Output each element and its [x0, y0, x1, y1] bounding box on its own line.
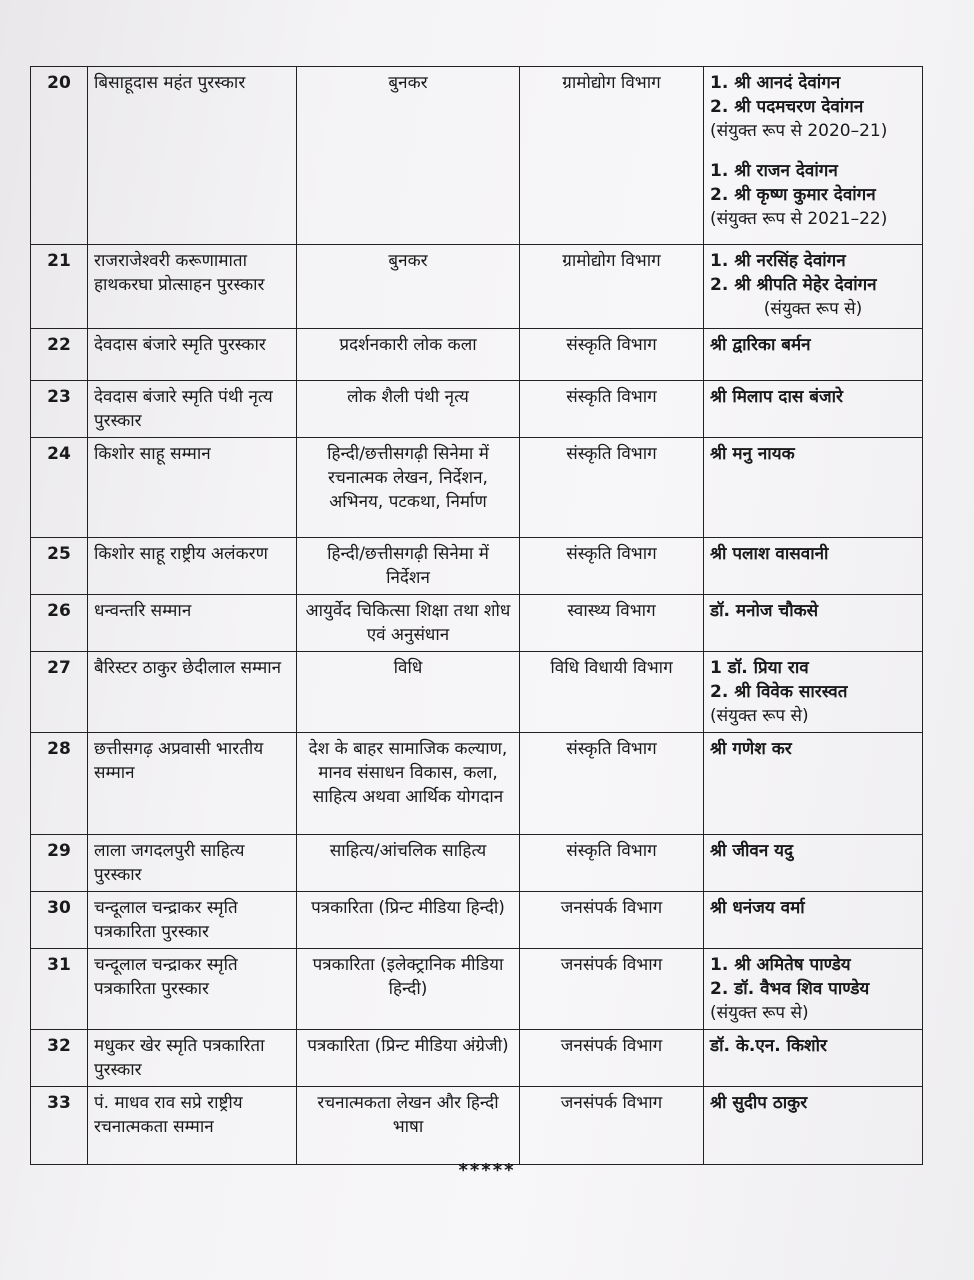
table-row: [31, 652, 923, 733]
department: संस्कृति विभाग: [520, 538, 704, 595]
award-name: देवदास बंजारे स्मृति पुरस्कार: [88, 329, 297, 381]
recipients: [704, 67, 923, 245]
award-name: चन्दूलाल चन्द्राकर स्मृति पत्रकारिता पुरस्कार: [88, 892, 297, 949]
department: ग्रामोद्योग विभाग: [520, 245, 704, 329]
recipient-line: 1 डॉ. प्रिया राव: [710, 658, 809, 678]
award-field: हिन्दी/छत्तीसगढ़ी सिनेमा में रचनात्मक लेखन, निर्देशन, अभिनय, पटकथा, निर्माण: [297, 438, 520, 538]
department: संस्कृति विभाग: [520, 438, 704, 538]
award-field: साहित्य/आंचलिक साहित्य: [297, 835, 520, 892]
table-row: [31, 835, 923, 892]
department: संस्कृति विभाग: [520, 835, 704, 892]
award-name: छत्तीसगढ़ अप्रवासी भारतीय सम्मान: [88, 733, 297, 835]
serial-number: 21: [31, 245, 88, 329]
serial-number: 27: [31, 652, 88, 733]
recipient-line: श्री द्वारिका बर्मन: [710, 335, 811, 355]
serial-number: 30: [31, 892, 88, 949]
recipient-line: 2. श्री पदमचरण देवांगन: [710, 97, 864, 117]
table-row: [31, 538, 923, 595]
recipient-line: 1. श्री राजन देवांगन: [710, 161, 838, 181]
joint-note: (संयुक्त रूप से): [710, 706, 809, 726]
recipients: [704, 949, 923, 1030]
award-name: देवदास बंजारे स्मृति पंथी नृत्य पुरस्कार: [88, 381, 297, 438]
joint-note: (संयुक्त रूप से): [710, 1003, 809, 1023]
serial-number: 31: [31, 949, 88, 1030]
award-field: पत्रकारिता (प्रिन्ट मीडिया अंग्रेजी): [297, 1030, 520, 1087]
award-field: हिन्दी/छत्तीसगढ़ी सिनेमा में निर्देशन: [297, 538, 520, 595]
award-name: चन्दूलाल चन्द्राकर स्मृति पत्रकारिता पुरस्कार: [88, 949, 297, 1030]
serial-number: 24: [31, 438, 88, 538]
joint-note: (संयुक्त रूप से 2021–22): [710, 209, 888, 229]
awards-table: [30, 66, 923, 1165]
serial-number: 28: [31, 733, 88, 835]
serial-number: 33: [31, 1087, 88, 1165]
department: स्वास्थ्य विभाग: [520, 595, 704, 652]
award-name: धन्वन्तरि सम्मान: [88, 595, 297, 652]
recipient-line: श्री पलाश वासवानी: [710, 544, 829, 564]
recipient-line: 2. श्री विवेक सारस्वत: [710, 682, 848, 702]
table-row: [31, 381, 923, 438]
recipients: [704, 438, 923, 538]
award-name: राजराजेश्वरी करूणामाता हाथकरघा प्रोत्साहन पुरस्कार: [88, 245, 297, 329]
table-row: [31, 438, 923, 538]
table-row: [31, 892, 923, 949]
recipient-line: 1. श्री नरसिंह देवांगन: [710, 251, 846, 271]
recipient-line: श्री सुदीप ठाकुर: [710, 1093, 808, 1113]
award-field: देश के बाहर सामाजिक कल्याण, मानव संसाधन विकास, कला, साहित्य अथवा आर्थिक योगदान: [297, 733, 520, 835]
department: संस्कृति विभाग: [520, 381, 704, 438]
joint-note: (संयुक्त रूप से 2020–21): [710, 121, 888, 141]
recipients: [704, 329, 923, 381]
award-field: लोक शैली पंथी नृत्य: [297, 381, 520, 438]
recipient-line: श्री गणेश कर: [710, 739, 792, 759]
serial-number: 25: [31, 538, 88, 595]
award-name: किशोर साहू राष्ट्रीय अलंकरण: [88, 538, 297, 595]
department: जनसंपर्क विभाग: [520, 949, 704, 1030]
serial-number: 22: [31, 329, 88, 381]
award-field: रचनात्मकता लेखन और हिन्दी भाषा: [297, 1087, 520, 1165]
recipient-line: श्री मिलाप दास बंजारे: [710, 387, 843, 407]
serial-number: 23: [31, 381, 88, 438]
recipients: [704, 381, 923, 438]
recipients: [704, 835, 923, 892]
award-name: मधुकर खेर स्मृति पत्रकारिता पुरस्कार: [88, 1030, 297, 1087]
serial-number: 32: [31, 1030, 88, 1087]
serial-number: 20: [31, 67, 88, 245]
department: ग्रामोद्योग विभाग: [520, 67, 704, 245]
award-field: प्रदर्शनकारी लोक कला: [297, 329, 520, 381]
award-field: पत्रकारिता (इलेक्ट्रानिक मीडिया हिन्दी): [297, 949, 520, 1030]
department: संस्कृति विभाग: [520, 733, 704, 835]
recipients: [704, 538, 923, 595]
award-field: बुनकर: [297, 245, 520, 329]
recipient-line: डॉ. के.एन. किशोर: [710, 1036, 827, 1056]
joint-note: (संयुक्त रूप से): [763, 299, 863, 319]
table-row: [31, 1030, 923, 1087]
table-row: [31, 245, 923, 329]
award-name: लाला जगदलपुरी साहित्य पुरस्कार: [88, 835, 297, 892]
table-row: [31, 1087, 923, 1165]
recipient-line: 2. श्री श्रीपति मेहेर देवांगन: [710, 275, 877, 295]
recipient-line: श्री धनंजय वर्मा: [710, 898, 805, 918]
recipient-line: 1. श्री आनदं देवांगन: [710, 73, 841, 93]
table-row: [31, 733, 923, 835]
table-row: [31, 329, 923, 381]
recipients: [704, 1030, 923, 1087]
recipients: [704, 733, 923, 835]
award-name: पं. माधव राव सप्रे राष्ट्रीय रचनात्मकता सम्मान: [88, 1087, 297, 1165]
recipients: [704, 652, 923, 733]
recipient-line: श्री मनु नायक: [710, 444, 795, 464]
table-row: [31, 67, 923, 245]
recipient-line: 2. डॉ. वैभव शिव पाण्डेय: [710, 979, 870, 999]
recipient-line: डॉ. मनोज चौकसे: [710, 601, 819, 621]
award-name: बैरिस्टर ठाकुर छेदीलाल सम्मान: [88, 652, 297, 733]
table-row: [31, 949, 923, 1030]
department: विधि विधायी विभाग: [520, 652, 704, 733]
recipients: [704, 595, 923, 652]
award-field: बुनकर: [297, 67, 520, 245]
recipients: [704, 245, 923, 329]
recipients: [704, 1087, 923, 1165]
department: संस्कृति विभाग: [520, 329, 704, 381]
table-row: [31, 595, 923, 652]
recipient-line: 1. श्री अमितेष पाण्डेय: [710, 955, 851, 975]
recipient-line: 2. श्री कृष्ण कुमार देवांगन: [710, 185, 876, 205]
award-field: आयुर्वेद चिकित्सा शिक्षा तथा शोध एवं अनुसंधान: [297, 595, 520, 652]
end-marker: *****: [458, 1160, 516, 1181]
award-name: किशोर साहू सम्मान: [88, 438, 297, 538]
award-name: बिसाहूदास महंत पुरस्कार: [88, 67, 297, 245]
award-field: पत्रकारिता (प्रिन्ट मीडिया हिन्दी): [297, 892, 520, 949]
department: जनसंपर्क विभाग: [520, 1030, 704, 1087]
recipient-line: श्री जीवन यदु: [710, 841, 794, 861]
department: जनसंपर्क विभाग: [520, 1087, 704, 1165]
serial-number: 26: [31, 595, 88, 652]
award-field: विधि: [297, 652, 520, 733]
department: जनसंपर्क विभाग: [520, 892, 704, 949]
recipients: [704, 892, 923, 949]
serial-number: 29: [31, 835, 88, 892]
